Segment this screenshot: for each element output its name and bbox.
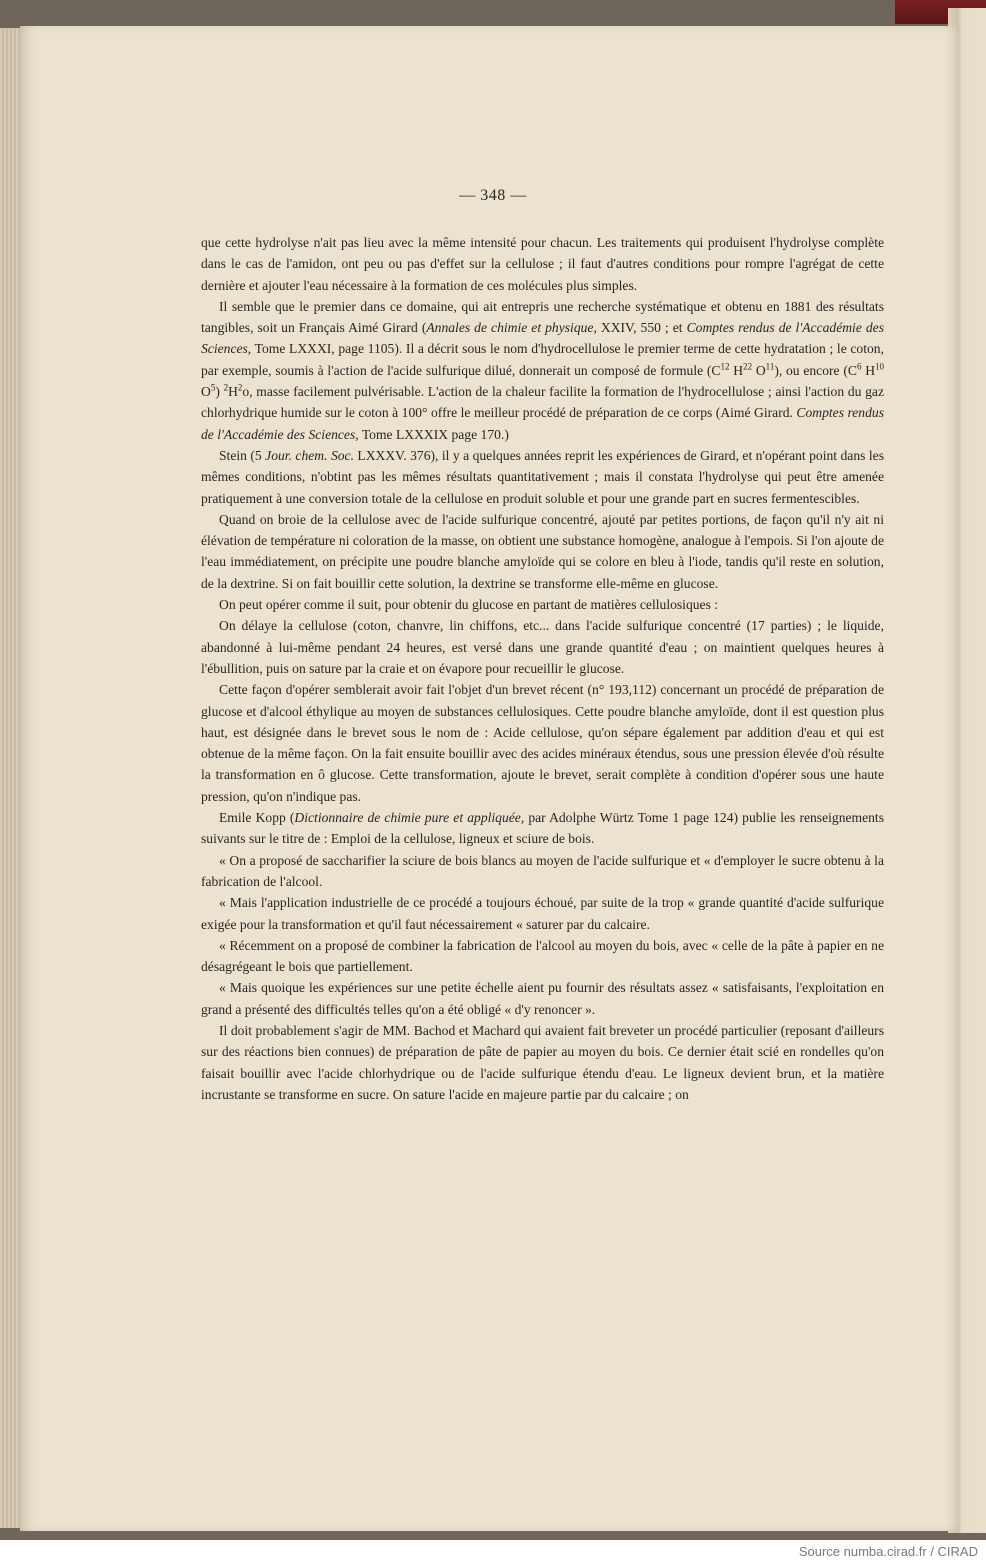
text-run: , Tome LXXXI, page 1105). Il a décrit sous le nom d'hydrocellulose le premier terme de cette hydratation ; le coton, par exemple, soumis à l'action de l'acide sulfurique dilué, donnerait un composé de formule (C <box>201 341 884 378</box>
superscript: 11 <box>765 361 775 372</box>
text-run: ), ou encore (C <box>774 362 857 378</box>
text-run: Stein (5 <box>219 447 266 463</box>
quote-paragraph <box>201 892 884 935</box>
paragraph <box>201 296 884 445</box>
italic-title: Comptes rendus de l'Accadémie des Sciences <box>201 320 885 357</box>
text-run: , Tome LXXXIX page 170.) <box>355 426 509 442</box>
text-run: ) <box>215 384 224 400</box>
text-run: H <box>861 362 876 378</box>
text-run: « Mais quoique les expériences sur une petite échelle aient pu fournir des résultats assez « satisfaisants, l'exploitation en grand a présenté des difficultés telles qu'on a été obligé « d'y renoncer ». <box>201 980 884 1017</box>
paragraph <box>201 807 884 850</box>
superscript: 2 <box>237 382 243 393</box>
text-run: On peut opérer comme il suit, pour obtenir du glucose en partant de matières cellulosiques : <box>219 597 719 613</box>
text-run: , par Adolphe Würtz Tome 1 page 124) publie les renseignements suivants sur le titre de : Emploi de la cellulose, ligneux et sciure de bois. <box>201 810 885 847</box>
text-run: « Mais l'application industrielle de ce procédé a toujours échoué, par suite de la trop « grande quantité d'acide sulfurique exigée pour la transformation et qu'il faut nécessairement « saturer par du calcaire. <box>201 895 884 932</box>
superscript: 5 <box>210 382 216 393</box>
italic-title: Jour. chem. Soc. <box>265 447 354 463</box>
page-number: — 348 — <box>459 187 527 204</box>
superscript: 10 <box>875 361 885 372</box>
text-run: Cette façon d'opérer semblerait avoir fait l'objet d'un brevet récent (n° 193,112) concernant un procédé de préparation de glucose et d'alcool éthylique au moyen de substances cellulosiques. Cette poudre blanche amyloïde, dont il est question plus haut, est désignée dans le brevet sous le nom de : Acide cellulose, qu'on sépare également par addition d'eau et qui est obtenue de la même façon. On la fait ensuite bouillir avec des acides minéraux étendus, sous une pression élevée d'où résulte la transformation en ô glucose. Cette transformation, ajoute le brevet, serait complète à condition d'opérer sous une haute pression, qu'on n'indique pas. <box>201 682 884 804</box>
text-run: H <box>729 362 744 378</box>
text-run: , XXIV, 550 ; et <box>593 320 687 336</box>
superscript: 22 <box>743 361 753 372</box>
page-body-text <box>201 232 884 1105</box>
italic-title: Dictionnaire de chimie pure et appliquée <box>294 810 521 826</box>
italic-title: Annales de chimie et physique <box>426 320 594 336</box>
paragraph <box>201 509 884 594</box>
page-stack-left <box>0 28 22 1528</box>
text-run: « On a proposé de saccharifier la sciure de bois blancs au moyen de l'acide sulfurique et « d'employer le sucre obtenu à la fabrication de l'alcool. <box>201 852 884 889</box>
superscript: 12 <box>720 361 730 372</box>
superscript: 2 <box>223 382 229 393</box>
source-credit: Source numba.cirad.fr / CIRAD <box>798 1544 978 1559</box>
text-run: On délaye la cellulose (coton, chanvre, lin chiffons, etc... dans l'acide sulfurique concentré (17 parties) ; le liquide, abandonné à lui-même pendant 24 heures, est versé dans une grande quantité d'eau ; on maintient quelques heures à l'ébullition, puis on sature par la craie et on évapore pour recueillir le glucose. <box>201 618 884 676</box>
paragraph <box>201 445 884 509</box>
paragraph <box>201 594 884 615</box>
italic-title: Comptes rendus de l'Accadémie des Sciences <box>201 405 884 442</box>
text-run: Il doit probablement s'agir de MM. Bachod et Machard qui avaient fait breveter un procédé particulier (reposant d'ailleurs sur des réactions bien connues) de préparation de pâte de papier au moyen du bois. Ce dernier était scié en rondelles qu'on faisait bouillir avec l'acide chlorhydrique ou de l'acide sulfurique étendu d'eau. Le ligneux devient brun, et la matière incrustante se transforme en sucre. On sature l'acide en majeure partie par du calcaire ; on <box>201 1022 884 1102</box>
paragraph <box>201 679 884 807</box>
quote-paragraph <box>201 850 884 893</box>
text-run: LXXXV. 376), il y a quelques années reprit les expériences de Girard, et n'opérant point dans les mêmes conditions, n'obtint pas les mêmes résultats quantitativement ; mais il constata l'hydrolyse qui peut être amenée pratiquement à une conversion totale de la cellulose en produit soluble et pour une grande part en sucres fermentescibles. <box>201 447 884 506</box>
text-run: Emile Kopp ( <box>219 810 295 826</box>
text-run: « Récemment on a proposé de combiner la fabrication de l'alcool au moyen du bois, avec « celle de la pâte à papier en ne désagrégeant le bois que partiellement. <box>201 937 884 975</box>
text-run: O <box>201 384 211 400</box>
text-run: O <box>752 362 766 378</box>
text-run: o, masse facilement pulvérisable. L'action de la chaleur facilite la formation de l'hydrocellulose ; ainsi l'action du gaz chlorhydrique humide sur le coton à 100° offre le meilleur procédé de préparation de ce corps (Aimé Girard. <box>201 384 884 421</box>
text-run: Il semble que le premier dans ce domaine, qui ait entrepris une recherche systématique et obtenu en 1881 des résultats tangibles, soit un Français Aimé Girard ( <box>201 298 884 336</box>
paragraph <box>201 1020 884 1105</box>
paragraph <box>201 232 884 296</box>
text-run: Quand on broie de la cellulose avec de l'acide sulfurique concentré, ajouté par petites portions, de façon qu'il n'y ait ni élévation de température ni coloration de la masse, on obtient une substance homogène, analogue à l'empois. Si l'on ajoute de l'eau immédiatement, on précipite une poudre blanche amyloïde qui se colore en bleu à l'iode, tandis qu'il reste en solution, de la dextrine. Si on fait bouillir cette solution, la dextrine se transforme elle-même en glucose. <box>201 511 884 591</box>
text-run: H <box>228 384 238 400</box>
quote-paragraph <box>201 977 884 1020</box>
text-run: que cette hydrolyse n'ait pas lieu avec la même intensité pour chacun. Les traitements qui produisent l'hydrolyse complète dans le cas de l'amidon, ont peu ou pas d'effet sur la cellulose ; il faut d'autres conditions pour rompre l'agrégat de cette dernière et ajouter l'eau nécessaire à la formation de ces molécules plus simples. <box>201 235 884 293</box>
superscript: 6 <box>856 361 862 372</box>
paragraph <box>201 615 884 679</box>
quote-paragraph <box>201 935 884 978</box>
